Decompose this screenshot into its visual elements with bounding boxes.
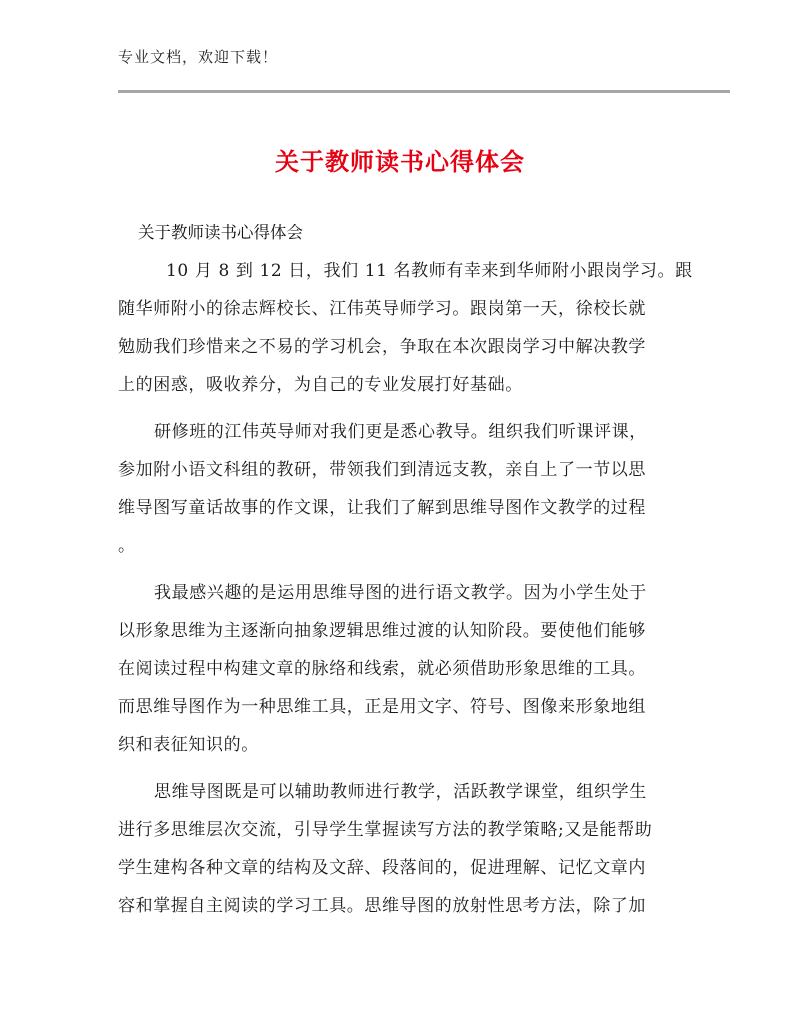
paragraph-line: 在阅读过程中构建文章的脉络和线索，就必须借助形象思维的工具。 [118,659,646,679]
paragraph-line: 上的困惑，吸收养分，为自己的专业发展打好基础。 [118,375,523,395]
document-subtitle: 关于教师读书心得体会 [138,223,303,242]
paragraph-line: 随华师附小的徐志辉校长、江伟英导师学习。跟岗第一天，徐校长就 [118,299,646,319]
document-title: 关于教师读书心得体会 [275,148,525,176]
paragraph-line: 织和表征知识的。 [118,735,259,755]
header-divider [118,90,730,93]
paragraph-4 [118,773,682,925]
paragraph-line: 思维导图既是可以辅助教师进行教学，活跃教学课堂，组织学生 [154,782,647,802]
paragraph-2 [118,413,682,565]
paragraph-3 [118,574,682,764]
paragraph-line: 勉励我们珍惜来之不易的学习机会，争取在本次跟岗学习中解决教学 [118,337,646,357]
paragraph-line: 以形象思维为主逐渐向抽象逻辑思维过渡的认知阶段。要使他们能够 [118,621,646,641]
header-note: 专业文档，欢迎下载！ [118,48,279,66]
document-body [118,214,693,925]
paragraph-1 [118,252,693,404]
paragraph-line: 学生建构各种文章的结构及文辞、段落间的，促进理解、记忆文章内 [118,858,646,878]
paragraph-line: 而思维导图作为一种思维工具，正是用文字、符号、图像来形象地组 [118,697,646,717]
paragraph-line: 进行多思维层次交流，引导学生掌握读写方法的教学策略;又是能帮助 [118,820,653,840]
paragraph-line: 10 月 8 到 12 日，我们 11 名教师有幸来到华师附小跟岗学习。跟 [166,261,693,281]
paragraph-line: 维导图写童话故事的作文课，让我们了解到思维导图作文教学的过程 [118,498,646,518]
paragraph-line: 研修班的江伟英导师对我们更是悉心教导。组织我们听课评课， [154,422,647,442]
paragraph-line: 容和掌握自主阅读的学习工具。思维导图的放射性思考方法，除了加 [118,896,646,916]
paragraph-line: 我最感兴趣的是运用思维导图的进行语文教学。因为小学生处于 [154,583,647,603]
paragraph-line: 。 [118,536,136,556]
paragraph-line: 参加附小语文科组的教研，带领我们到清远支教，亲自上了一节以思 [118,460,646,480]
